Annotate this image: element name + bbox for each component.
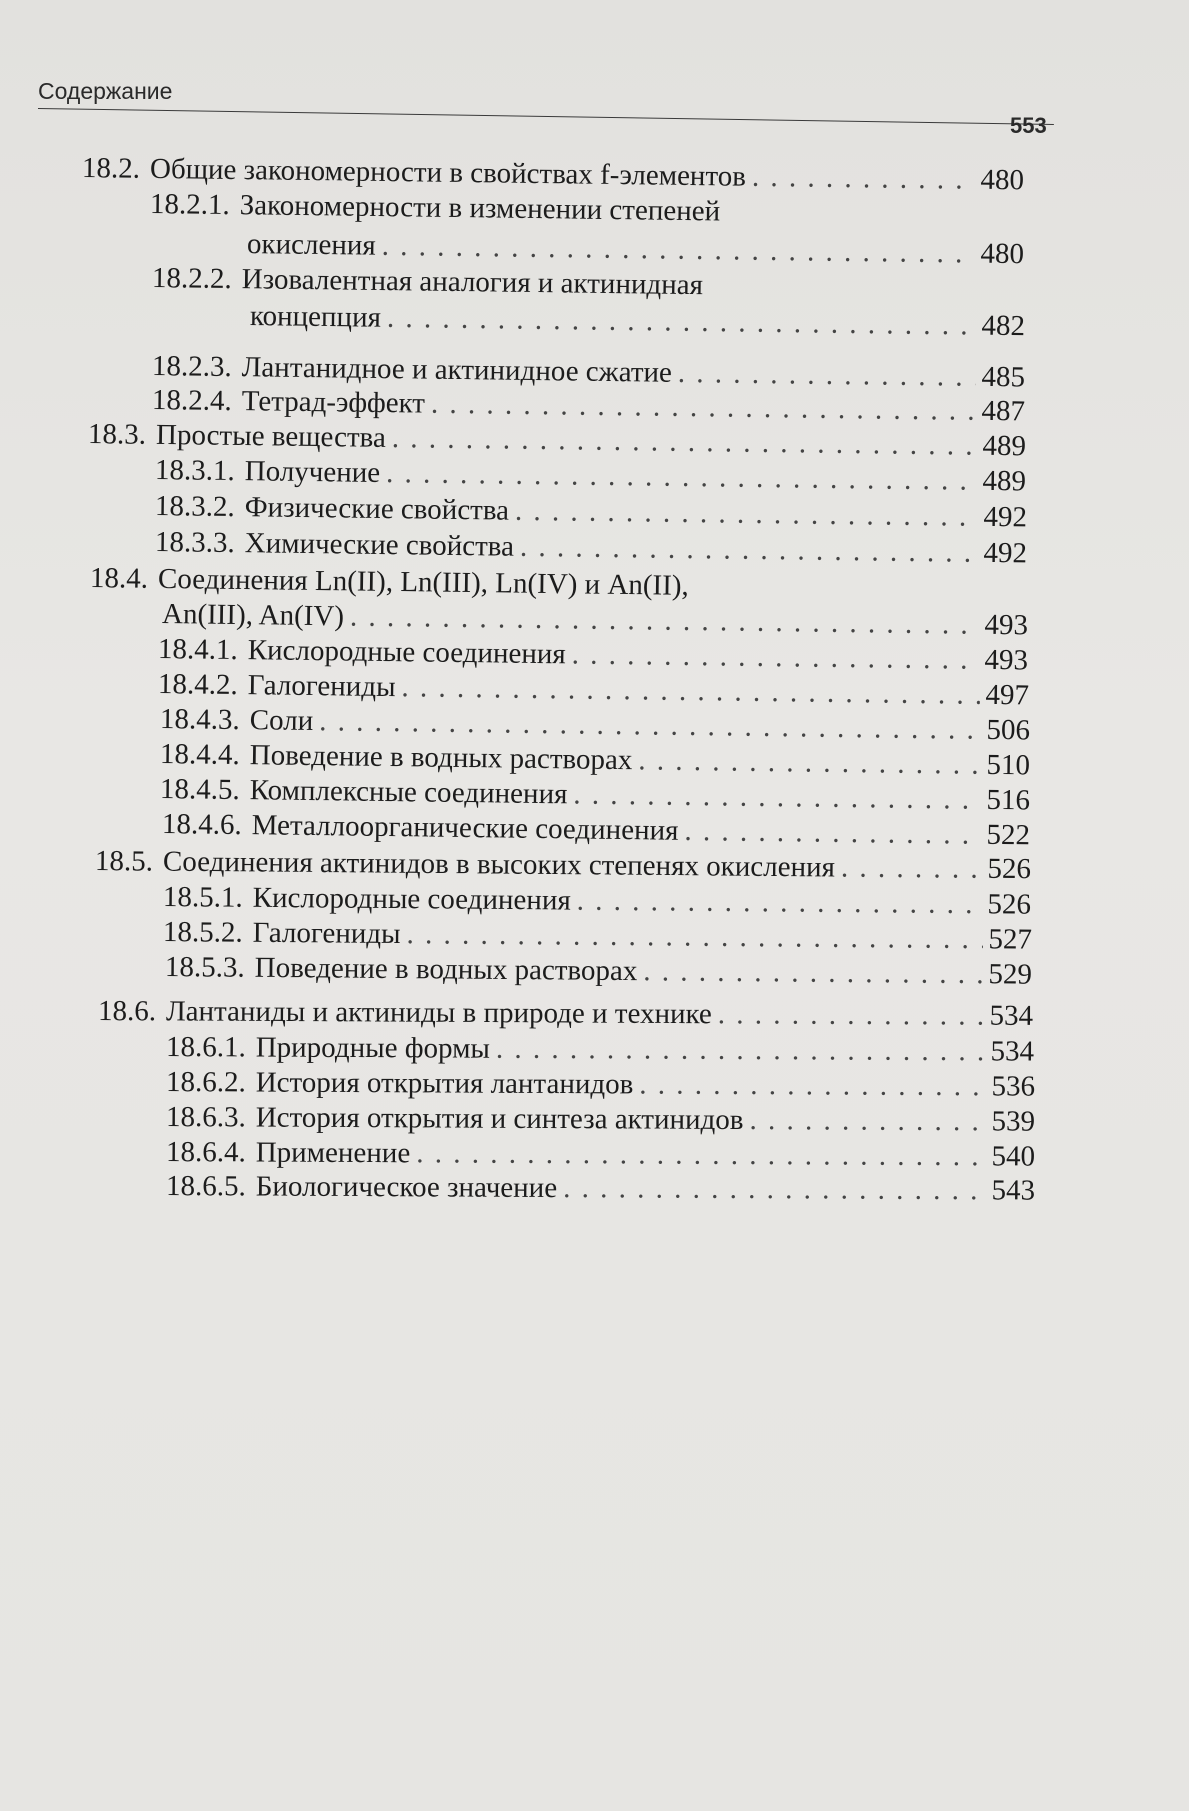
section-title: Соединения актинидов в высоких степенях окисления	[162, 845, 836, 884]
section-title: Лантаниды и актиниды в природе и технике	[165, 995, 712, 1031]
page-ref: 492	[983, 536, 1028, 570]
dot-leader	[406, 918, 982, 955]
section-title: История открытия и синтеза актинидов	[255, 1101, 744, 1137]
toc-entry	[166, 1170, 1035, 1209]
toc-entry	[166, 1031, 1034, 1070]
page-ref: 527	[988, 923, 1033, 956]
toc-entry-continuation	[250, 300, 1025, 344]
section-number: 18.5.1.	[162, 881, 243, 914]
dot-leader	[386, 457, 977, 497]
page-ref: 526	[987, 852, 1032, 886]
page-ref: 497	[985, 678, 1030, 712]
dot-leader	[563, 1172, 986, 1206]
toc-entry	[166, 1066, 1035, 1105]
section-number: 18.4.5.	[159, 773, 240, 807]
section-title: История открытия лантанидов	[255, 1066, 634, 1101]
page-ref: 492	[983, 500, 1028, 534]
section-number: 18.3.1.	[154, 454, 235, 488]
dot-leader	[643, 955, 982, 990]
section-title: Комплексные соединения	[249, 774, 568, 811]
toc-entry	[150, 188, 820, 231]
section-number: 18.4.4.	[159, 738, 240, 772]
page-ref: 516	[986, 783, 1031, 817]
section-number: 18.6.3.	[165, 1101, 246, 1134]
toc-entry	[166, 1136, 1035, 1175]
dot-leader	[387, 302, 976, 342]
section-number: 18.4.2.	[157, 668, 238, 702]
section-title: Химические свойства	[244, 527, 515, 563]
page-ref: 526	[987, 888, 1032, 921]
page-ref: 482	[981, 309, 1026, 343]
section-number: 18.5.3.	[164, 951, 245, 984]
section-title: Закономерности в изменении степеней	[239, 189, 721, 228]
page-ref: 489	[982, 429, 1027, 463]
section-number: 18.3.2.	[154, 490, 235, 524]
section-number: 18.4.	[89, 562, 149, 595]
page-ref: 536	[991, 1070, 1036, 1103]
section-title: Галогениды	[252, 916, 401, 951]
section-number: 18.4.3.	[159, 703, 240, 737]
section-title: Соединения Ln(II), Ln(III), Ln(IV) и An(II),	[157, 562, 689, 602]
dot-leader	[577, 885, 982, 921]
page-ref: 529	[988, 958, 1033, 991]
section-title: Простые вещества	[155, 418, 387, 454]
page-ref: 510	[986, 748, 1031, 782]
running-header: Содержание	[38, 78, 173, 104]
dot-leader	[718, 998, 984, 1031]
section-title: Лантанидное и актинидное сжатие	[241, 351, 673, 389]
section-title: Природные формы	[255, 1031, 491, 1065]
dot-leader	[515, 495, 978, 533]
dot-leader	[496, 1033, 985, 1068]
toc-entry	[152, 262, 822, 305]
section-number: 18.3.3.	[154, 526, 235, 560]
dot-leader	[392, 422, 977, 462]
section-title-continuation: окисления	[246, 228, 376, 262]
page-ref: 480	[980, 237, 1025, 271]
section-title: Поведение в водных растворах	[254, 951, 638, 988]
section-title-continuation: An(III), An(IV)	[161, 598, 345, 633]
toc-entry	[98, 995, 1033, 1034]
section-title-continuation: концепция	[249, 300, 382, 334]
dot-leader	[416, 1137, 985, 1172]
section-title: Биологическое значение	[255, 1170, 558, 1205]
section-number: 18.6.1.	[165, 1031, 246, 1064]
dot-leader	[841, 852, 982, 885]
section-number: 18.6.	[97, 995, 157, 1028]
section-title: Кислородные соединения	[252, 881, 571, 917]
section-title: Соли	[249, 704, 314, 738]
section-number: 18.2.3.	[151, 350, 232, 384]
page-ref: 539	[991, 1105, 1036, 1138]
section-number: 18.5.2.	[162, 916, 243, 949]
section-title: Получение	[244, 455, 381, 489]
dot-leader	[749, 1104, 985, 1137]
section-title: Металлоорганические соединения	[251, 809, 679, 847]
page-ref: 485	[981, 360, 1026, 394]
page-ref: 493	[984, 643, 1029, 677]
page-ref: 540	[991, 1140, 1036, 1173]
toc-entry	[165, 951, 1032, 993]
dot-leader	[350, 600, 979, 640]
section-number: 18.2.2.	[151, 262, 232, 296]
dot-leader	[431, 388, 976, 427]
section-number: 18.6.4.	[165, 1136, 246, 1169]
section-title: Общие закономерности в свойствах f-элементов	[149, 152, 747, 193]
dot-leader	[678, 357, 976, 393]
section-title: Применение	[255, 1136, 411, 1170]
section-number: 18.2.1.	[149, 188, 230, 222]
section-title: Физические свойства	[244, 491, 510, 527]
dot-leader	[573, 778, 980, 815]
section-title: Поведение в водных растворах	[249, 739, 633, 777]
page-ref: 522	[986, 818, 1031, 852]
page-ref: 493	[984, 608, 1029, 642]
page-number: 553	[1010, 113, 1047, 138]
section-number: 18.2.	[81, 152, 141, 185]
dot-leader	[401, 671, 979, 711]
dot-leader	[638, 744, 980, 780]
section-number: 18.4.1.	[157, 633, 238, 667]
dot-leader	[639, 1068, 985, 1102]
section-number: 18.6.2.	[165, 1066, 246, 1099]
section-number: 18.5.	[94, 845, 154, 878]
page-ref: 487	[981, 394, 1026, 428]
section-number: 18.6.5.	[165, 1170, 246, 1203]
section-number: 18.4.6.	[161, 808, 242, 842]
dot-leader	[572, 638, 979, 675]
toc-entry	[166, 1101, 1035, 1140]
section-title: Кислородные соединения	[247, 634, 566, 671]
page-ref: 543	[991, 1174, 1036, 1207]
page-ref: 534	[989, 999, 1034, 1032]
dot-leader	[381, 230, 974, 270]
dot-leader	[684, 815, 980, 851]
section-title: Тетрад-эффект	[241, 385, 426, 420]
section-number: 18.2.4.	[151, 384, 232, 418]
section-number: 18.3.	[87, 418, 147, 451]
page-ref: 506	[986, 713, 1031, 747]
page-ref: 489	[982, 464, 1027, 498]
page-ref: 534	[990, 1035, 1035, 1068]
dot-leader	[752, 161, 975, 196]
page-ref: 480	[980, 163, 1025, 197]
section-title: Изовалентная аналогия и актинидная	[241, 263, 704, 302]
section-title: Галогениды	[247, 669, 396, 704]
dot-leader	[520, 531, 978, 569]
